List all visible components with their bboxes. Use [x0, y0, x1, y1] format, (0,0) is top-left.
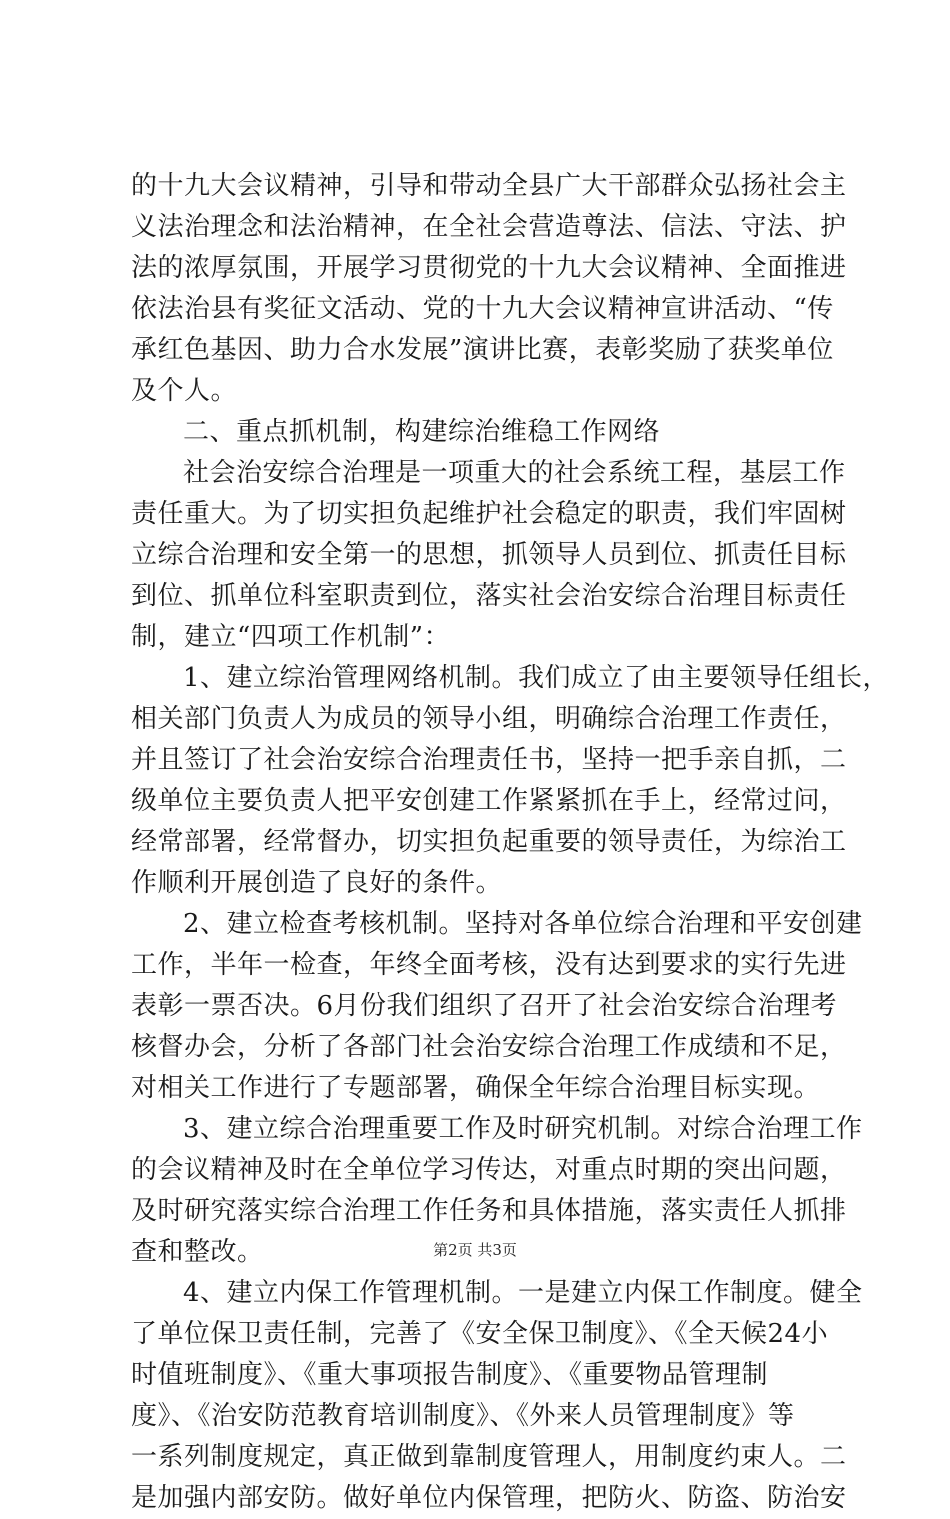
text-line: 依法治县有奖征文活动、党的十九大会议精神宣讲活动、“传	[131, 294, 834, 324]
text-line: 级单位主要负责人把平安创建工作紧紧抓在手上，经常过问，	[131, 786, 847, 816]
text-line: 工作，半年一检查，年终全面考核，没有达到要求的实行先进	[131, 950, 847, 980]
text-line: 度》、《治安防范教育培训制度》、《外来人员管理制度》等	[131, 1401, 795, 1431]
text-line: 责任重大。为了切实担负起维护社会稳定的职责，我们牢固树	[131, 499, 847, 529]
page-number-footer: 第2页 共3页	[433, 1241, 517, 1259]
text-line: 经常部署，经常督办，切实担负起重要的领导责任，为综治工	[131, 827, 847, 857]
text-line: 及个人。	[131, 376, 238, 406]
text-line: 作顺利开展创造了良好的条件。	[131, 868, 503, 898]
text-line: 承红色基因、助力合水发展”演讲比赛，表彰奖励了获奖单位	[131, 335, 834, 365]
text-line: 及时研究落实综合治理工作任务和具体措施，落实责任人抓排	[131, 1196, 847, 1226]
text-line: 立综合治理和安全第一的思想，抓领导人员到位、抓责任目标	[131, 540, 847, 570]
text-line: 的十九大会议精神，引导和带动全县广大干部群众弘扬社会主	[131, 171, 847, 201]
text-line: 一系列制度规定，真正做到靠制度管理人，用制度约束人。二	[131, 1442, 847, 1472]
text-line: 制，建立“四项工作机制”：	[131, 622, 451, 652]
text-line: 相关部门负责人为成员的领导小组，明确综合治理工作责任，	[131, 704, 847, 734]
text-line: 核督办会，分析了各部门社会治安综合治理工作成绩和不足，	[131, 1032, 847, 1062]
paragraph-start-line: 4、建立内保工作管理机制。一是建立内保工作制度。健全	[183, 1278, 863, 1308]
text-line: 法的浓厚氛围，开展学习贯彻党的十九大会议精神、全面推进	[131, 253, 847, 283]
text-line: 是加强内部安防。做好单位内保管理，把防火、防盗、防治安	[131, 1483, 847, 1513]
text-line: 对相关工作进行了专题部署，确保全年综合治理目标实现。	[131, 1073, 821, 1103]
text-line: 表彰一票否决。6月份我们组织了召开了社会治安综合治理考	[131, 991, 838, 1021]
text-line: 时值班制度》、《重大事项报告制度》、《重要物品管理制	[131, 1360, 769, 1390]
paragraph-start-line: 1、建立综治管理网络机制。我们成立了由主要领导任组长，	[183, 663, 890, 693]
text-line: 到位、抓单位科室职责到位，落实社会治安综合治理目标责任	[131, 581, 847, 611]
text-line: 义法治理念和法治精神，在全社会营造尊法、信法、守法、护	[131, 212, 847, 242]
paragraph-start-line: 3、建立综合治理重要工作及时研究机制。对综合治理工作	[183, 1114, 863, 1144]
section-heading: 二、重点抓机制，构建综治维稳工作网络	[183, 417, 661, 447]
paragraph-start-line: 2、建立检查考核机制。坚持对各单位综合治理和平安创建	[183, 909, 863, 939]
text-line: 了单位保卫责任制，完善了《安全保卫制度》、《全天候24小	[131, 1319, 829, 1349]
paragraph-start-line: 社会治安综合治理是一项重大的社会系统工程，基层工作	[183, 458, 846, 488]
text-line: 的会议精神及时在全单位学习传达，对重点时期的突出问题，	[131, 1155, 847, 1185]
body-text	[131, 166, 890, 1519]
text-line: 并且签订了社会治安综合治理责任书，坚持一把手亲自抓，二	[131, 745, 847, 775]
text-line: 查和整改。	[131, 1237, 264, 1267]
